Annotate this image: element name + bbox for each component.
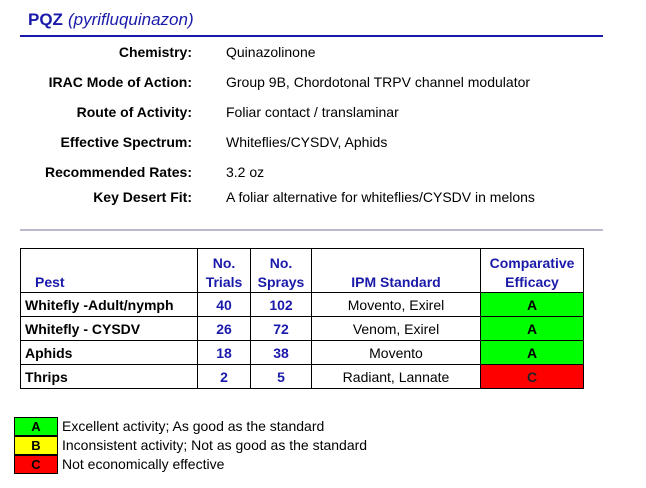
efficacy-grade-cell: A xyxy=(481,341,584,365)
col-header-ipm-standard: IPM Standard xyxy=(312,249,481,293)
table-header-row xyxy=(21,249,584,293)
info-label: Recommended Rates: xyxy=(44,164,192,180)
info-label: Effective Spectrum: xyxy=(60,134,192,150)
info-value: 3.2 oz xyxy=(226,164,265,180)
info-row-desert-fit xyxy=(0,189,646,209)
efficacy-table xyxy=(20,248,584,389)
legend-label: Not economically effective xyxy=(62,456,225,472)
sprays-cell: 38 xyxy=(251,341,312,365)
info-row-chemistry xyxy=(0,44,646,64)
standard-cell: Venom, Exirel xyxy=(312,317,481,341)
legend-swatch: A xyxy=(14,417,58,436)
table-row xyxy=(21,341,584,365)
col-header-trials: No. Trials xyxy=(198,249,251,293)
trials-cell: 18 xyxy=(198,341,251,365)
page-title xyxy=(28,10,194,30)
title-divider xyxy=(20,35,603,37)
info-value: Foliar contact / translaminar xyxy=(226,104,399,120)
trials-cell: 2 xyxy=(198,365,251,389)
info-value: A foliar alternative for whiteflies/CYSDV in melons xyxy=(226,189,535,205)
table-row xyxy=(21,317,584,341)
standard-cell: Movento, Exirel xyxy=(312,293,481,317)
sprays-cell: 5 xyxy=(251,365,312,389)
efficacy-grade-cell: A xyxy=(481,293,584,317)
pest-cell: Whitefly - CYSDV xyxy=(21,317,198,341)
info-value: Quinazolinone xyxy=(226,44,316,60)
standard-cell: Movento xyxy=(312,341,481,365)
table-row xyxy=(21,293,584,317)
col-header-sprays: No. Sprays xyxy=(251,249,312,293)
table-row xyxy=(21,365,584,389)
efficacy-grade-cell: A xyxy=(481,317,584,341)
col-header-efficacy: Comparative Efficacy xyxy=(481,249,584,293)
product-name: (pyrifluquinazon) xyxy=(67,10,194,29)
col-header-pest: Pest xyxy=(21,249,198,293)
info-label: Route of Activity: xyxy=(76,104,192,120)
standard-cell: Radiant, Lannate xyxy=(312,365,481,389)
pest-cell: Whitefly -Adult/nymph xyxy=(21,293,198,317)
sprays-cell: 102 xyxy=(251,293,312,317)
pest-cell: Thrips xyxy=(21,365,198,389)
pest-cell: Aphids xyxy=(21,341,198,365)
legend-label: Inconsistent activity; Not as good as the standard xyxy=(62,437,368,453)
legend-swatch: B xyxy=(14,436,58,455)
legend-swatch: C xyxy=(14,455,58,474)
info-row-rates xyxy=(0,164,646,184)
legend-label: Excellent activity; As good as the standard xyxy=(62,418,325,434)
sprays-cell: 72 xyxy=(251,317,312,341)
info-value: Group 9B, Chordotonal TRPV channel modulator xyxy=(226,74,531,90)
info-label: Key Desert Fit: xyxy=(93,189,192,205)
info-label: IRAC Mode of Action: xyxy=(48,74,192,90)
efficacy-grade-cell: C xyxy=(481,365,584,389)
info-label: Chemistry: xyxy=(118,44,192,60)
trials-cell: 40 xyxy=(198,293,251,317)
info-value: Whiteflies/CYSDV, Aphids xyxy=(226,134,388,150)
trials-cell: 26 xyxy=(198,317,251,341)
info-row-irac xyxy=(0,74,646,94)
info-row-spectrum xyxy=(0,134,646,154)
product-code: PQZ xyxy=(28,10,63,29)
section-divider xyxy=(20,229,603,231)
info-row-route xyxy=(0,104,646,124)
